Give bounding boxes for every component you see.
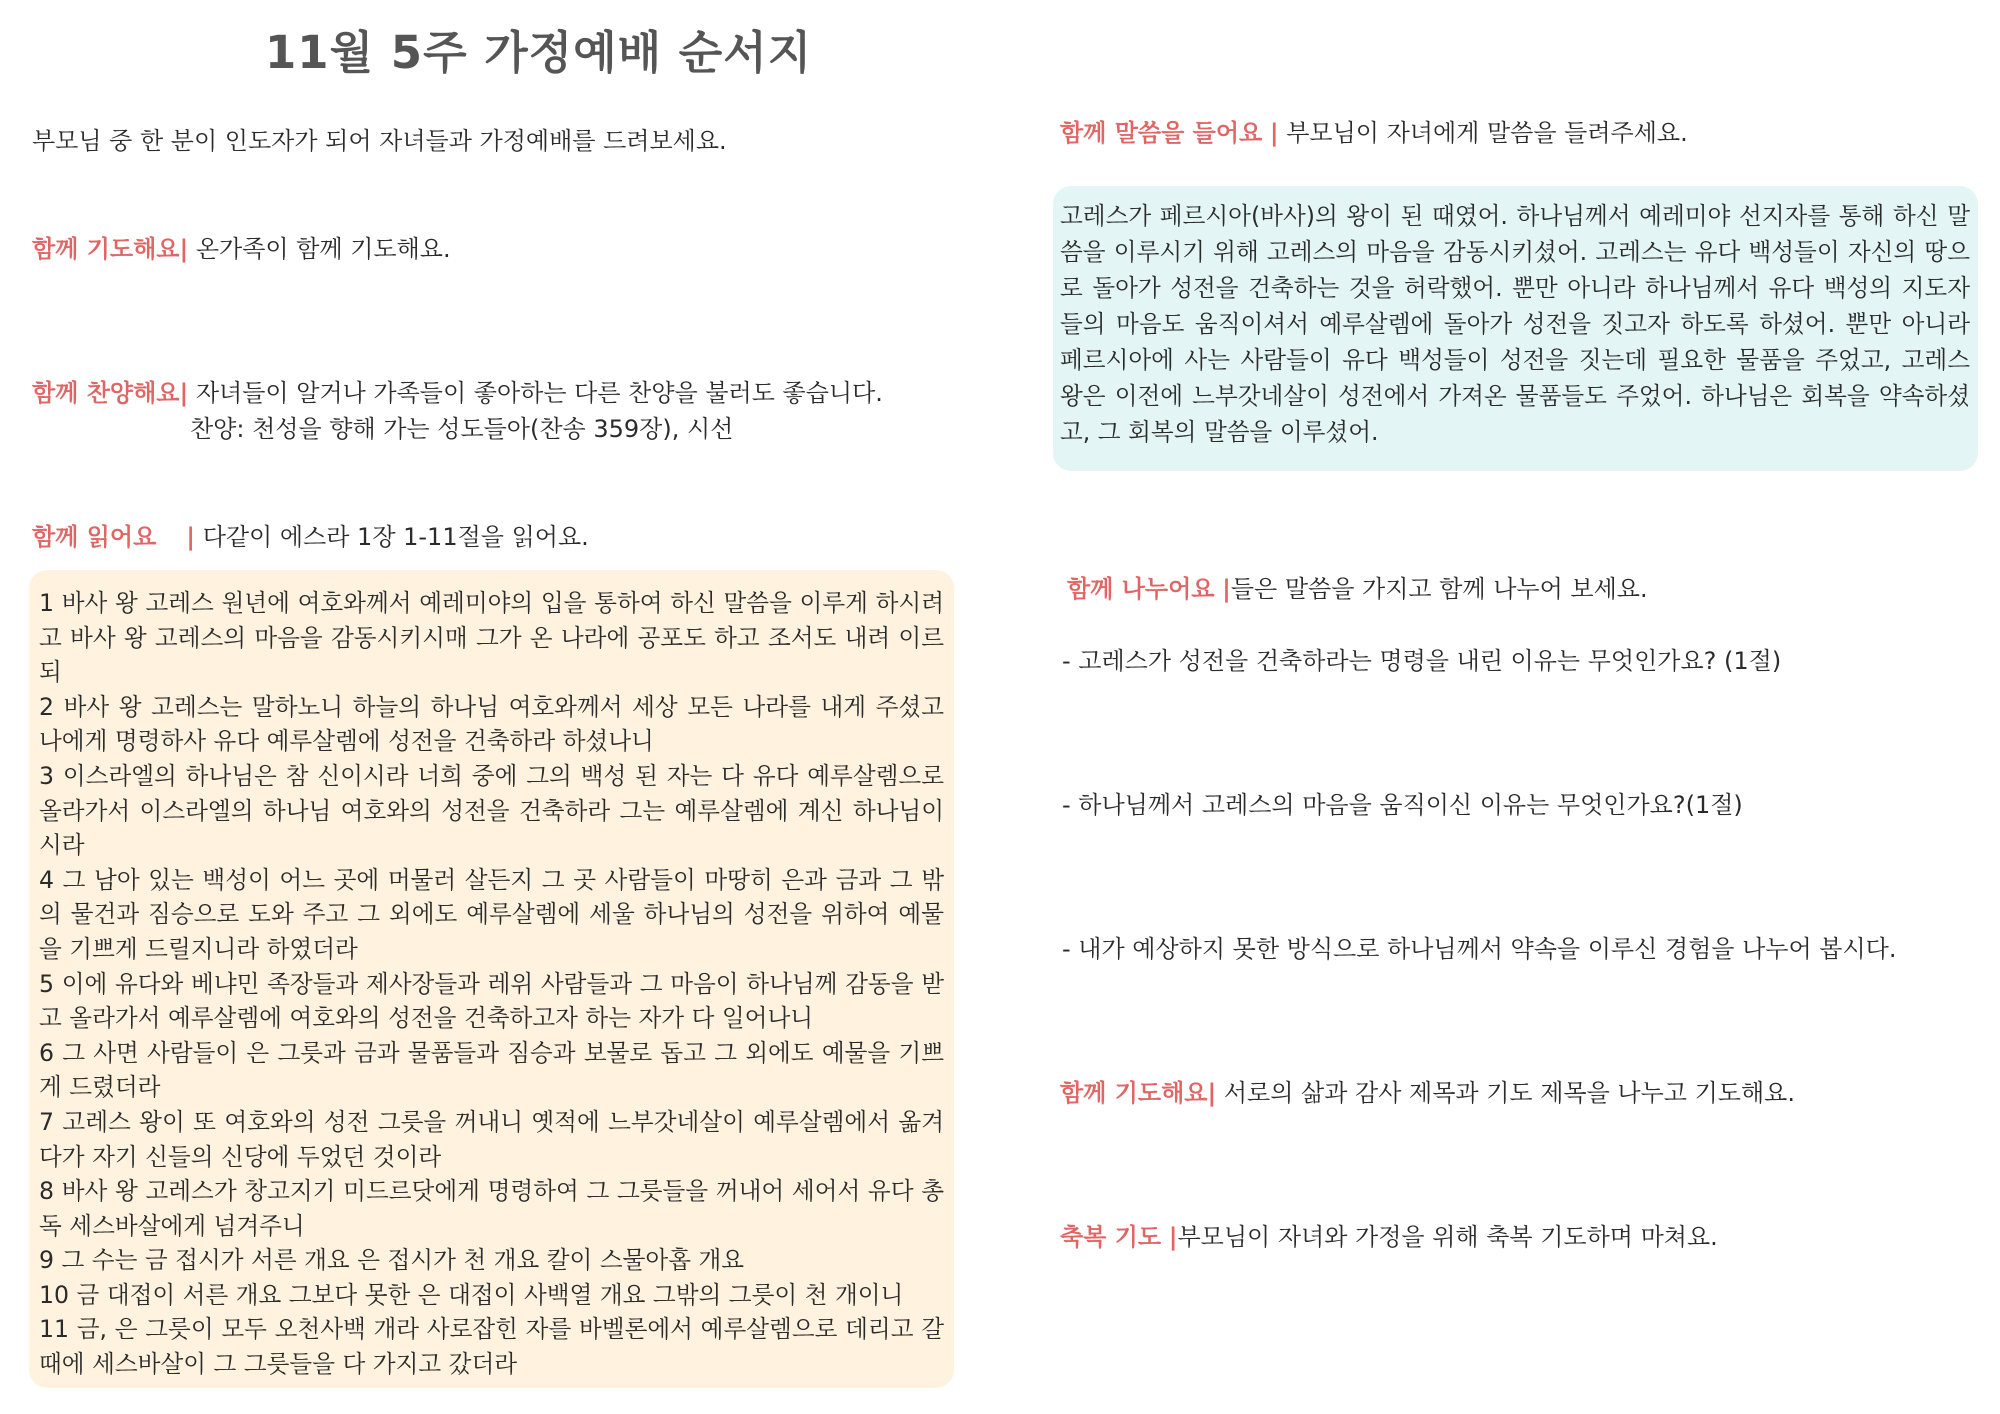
section-label: 함께 찬양해요 [32,379,180,407]
verse: 9 그 수는 금 접시가 서른 개요 은 접시가 천 개요 칼이 스물아홉 개요 [39,1246,745,1275]
section-separator: | [179,379,189,407]
section-separator: | [1168,1223,1178,1251]
question-item: - 내가 예상하지 못한 방식으로 하나님께서 약속을 이루신 경험을 나누어 봅시다. [1062,935,1897,963]
scripture-box [29,570,954,1388]
verse: 3 이스라엘의 하나님은 참 신이시라 너희 중에 그의 백성 된 자는 다 유다 예루살렘으로 올라가서 이스라엘의 하나님 여호와의 성전을 건축하라 그는 예루살렘에 계신 하나님이시라 [39,761,944,860]
section-pray-together [32,232,451,266]
verse: 7 고레스 왕이 또 여호와의 성전 그릇을 꺼내니 옛적에 느부갓네살이 예루살렘에서 옮겨다가 자기 신들의 신당에 두었던 것이라 [39,1107,944,1171]
section-text: 부모님이 자녀와 가정을 위해 축복 기도하며 마쳐요. [1177,1223,1718,1251]
section-label: 함께 기도해요 [32,235,180,263]
section-text: 온가족이 함께 기도해요. [195,235,451,263]
section-separator: | [1269,119,1279,147]
section-praise [32,376,883,410]
verse: 5 이에 유다와 베냐민 족장들과 제사장들과 레위 사람들과 그 마음이 하나님께 감동을 받고 올라가서 예루살렘에 여호와의 성전을 건축하고자 하는 자가 다 일어나니 [39,969,944,1033]
page-title: 11월 5주 가정예배 순서지 [265,26,813,79]
section-text: 들은 말씀을 가지고 함께 나누어 보세요. [1230,575,1648,603]
verse: 11 금, 은 그릇이 모두 오천사백 개라 사로잡힌 자를 바벨론에서 예루살렘으로 데리고 갈 때에 세스바살이 그 그릇들을 다 가지고 갔더라 [39,1315,944,1379]
verse: 1 바사 왕 고레스 원년에 여호와께서 예레미야의 입을 통하여 하신 말씀을 이루게 하시려고 바사 왕 고레스의 마음을 감동시키시매 그가 온 나라에 공포도 하고 조서도 내려 이르되 [39,589,944,687]
section-text: 부모님이 자녀에게 말씀을 들려주세요. [1286,119,1688,147]
section-separator: | [186,523,196,551]
question-item: - 고레스가 성전을 건축하라는 명령을 내린 이유는 무엇인가요? (1절) [1062,647,1782,675]
section-pray-again [1060,1076,1795,1110]
section-separator: | [1222,575,1231,603]
section-label: 함께 기도해요 [1060,1079,1208,1107]
section-text: 자녀들이 알거나 가족들이 좋아하는 다른 찬양을 불러도 좋습니다. [195,379,883,407]
verse: 10 금 대접이 서른 개요 그보다 못한 은 대접이 사백열 개요 그밖의 그릇이 천 개이니 [39,1280,904,1309]
section-label: 함께 나누어요 [1067,575,1215,603]
section-separator: | [1207,1079,1217,1107]
verse: 6 그 사면 사람들이 은 그릇과 금과 물품들과 짐승과 보물로 돕고 그 외에도 예물을 기쁘게 드렸더라 [39,1038,944,1102]
section-separator: | [179,235,189,263]
section-label: 축복 기도 [1060,1223,1162,1251]
section-label: 함께 말씀을 들어요 [1060,119,1263,147]
question-item: - 하나님께서 고레스의 마음을 움직이신 이유는 무엇인가요?(1절) [1062,791,1743,819]
story-text: 고레스가 페르시아(바사)의 왕이 된 때였어. 하나님께서 예레미야 선지자를 통해 하신 말씀을 이루시기 위해 고레스의 마음을 감동시키셨어. 고레스는 유다 백성들이 자신의 땅으로 돌아가 성전을 건축하는 것을 허락했어. 뿐만 아니라 하나님께서 유다 백성의 지도자들의 마음도 움직이셔서 예루살렘에 돌아가 성전을 짓고자 하도록 하셨어. 뿐만 아니라 페르시아에 사는 사람들이 유다 백성들이 성전을 짓는데 필요한 물품을 주었고, 고레스 왕은 이전에 느부갓네살이 성전에서 가져온 물품들도 주었어. 하나님은 회복을 약속하셨고, 그 회복의 말씀을 이루셨어. [1060,202,1970,446]
intro-text: 부모님 중 한 분이 인도자가 되어 자녀들과 가정예배를 드려보세요. [32,127,727,155]
section-label: 함께 읽어요 [32,523,157,551]
story-box [1053,186,1978,471]
section-text: 다같이 에스라 1장 1-11절을 읽어요. [202,523,589,551]
verse: 4 그 남아 있는 백성이 어느 곳에 머물러 살든지 그 곳 사람들이 마땅히 은과 금과 그 밖의 물건과 짐승으로 도와 주고 그 외에도 예루살렘에 세울 하나님의 성전을 위하여 예물을 기쁘게 드릴지니라 하였더라 [39,865,944,963]
section-text: 서로의 삶과 감사 제목과 기도 제목을 나누고 기도해요. [1223,1079,1795,1107]
section-listen [1060,116,1688,150]
section-read [32,520,589,554]
verse: 8 바사 왕 고레스가 창고지기 미드르닷에게 명령하여 그 그릇들을 꺼내어 세어서 유다 총독 세스바살에게 넘겨주니 [39,1177,944,1240]
section-share [1067,572,1648,606]
verse: 2 바사 왕 고레스는 말하노니 하늘의 하나님 여호와께서 세상 모든 나라를 내게 주셨고 나에게 명령하사 유다 예루살렘에 성전을 건축하라 하셨나니 [39,692,944,756]
section-blessing [1060,1220,1718,1254]
praise-song: 찬양: 천성을 향해 가는 성도들아(찬송 359장), 시선 [190,415,734,443]
